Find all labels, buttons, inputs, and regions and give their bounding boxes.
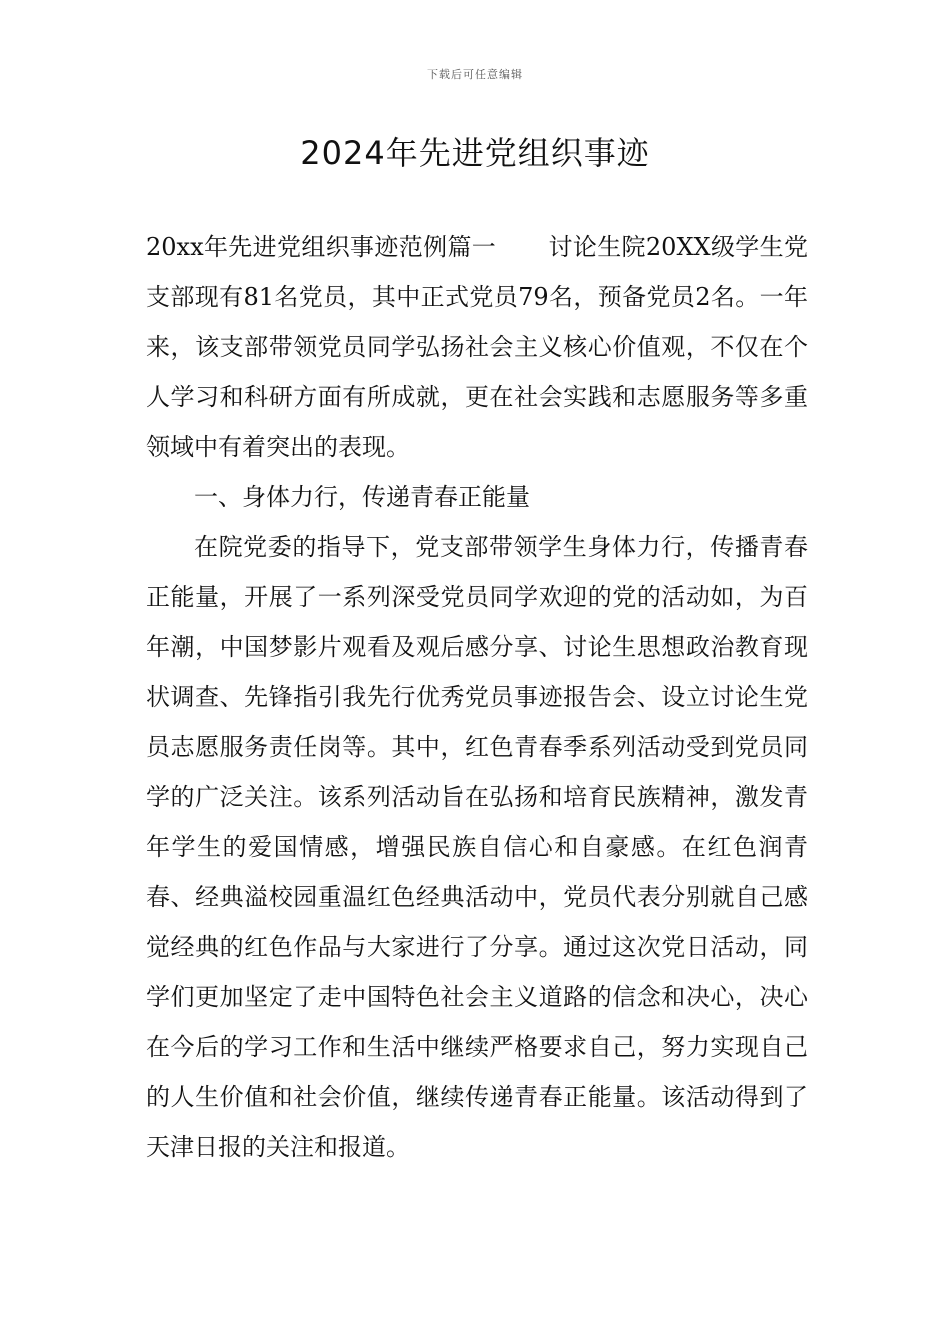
intro-heading: 20xx年先进党组织事迹范例篇一	[146, 233, 497, 261]
intro-paragraph	[146, 222, 808, 472]
header-note: 下载后可任意编辑	[427, 68, 523, 81]
document-body	[146, 222, 808, 1172]
document-title: 2024年先进党组织事迹	[300, 134, 650, 172]
section-1-paragraph: 在院党委的指导下，党支部带领学生身体力行，传播青春正能量，开展了一系列深受党员同学欢迎的党的活动如，为百年潮，中国梦影片观看及观后感分享、讨论生思想政治教育现状调查、先锋指引我先行优秀党员事迹报告会、设立讨论生党员志愿服务责任岗等。其中，红色青春季系列活动受到党员同学的广泛关注。该系列活动旨在弘扬和培育民族精神，激发青年学生的爱国情感，增强民族自信心和自豪感。在红色润青春、经典溢校园重温红色经典活动中，党员代表分别就自己感觉经典的红色作品与大家进行了分享。通过这次党日活动，同学们更加坚定了走中国特色社会主义道路的信念和决心，决心在今后的学习工作和生活中继续严格要求自己，努力实现自己的人生价值和社会价值，继续传递青春正能量。该活动得到了天津日报的关注和报道。	[146, 533, 808, 1161]
intro-text: 讨论生院20XX级学生党支部现有81名党员，其中正式党员79名，预备党员2名。一年来，该支部带领党员同学弘扬社会主义核心价值观，不仅在个人学习和科研方面有所成就，更在社会实践和志愿服务等多重领域中有着突出的表现。	[146, 233, 809, 461]
section-1-heading: 一、身体力行，传递青春正能量	[194, 483, 530, 511]
